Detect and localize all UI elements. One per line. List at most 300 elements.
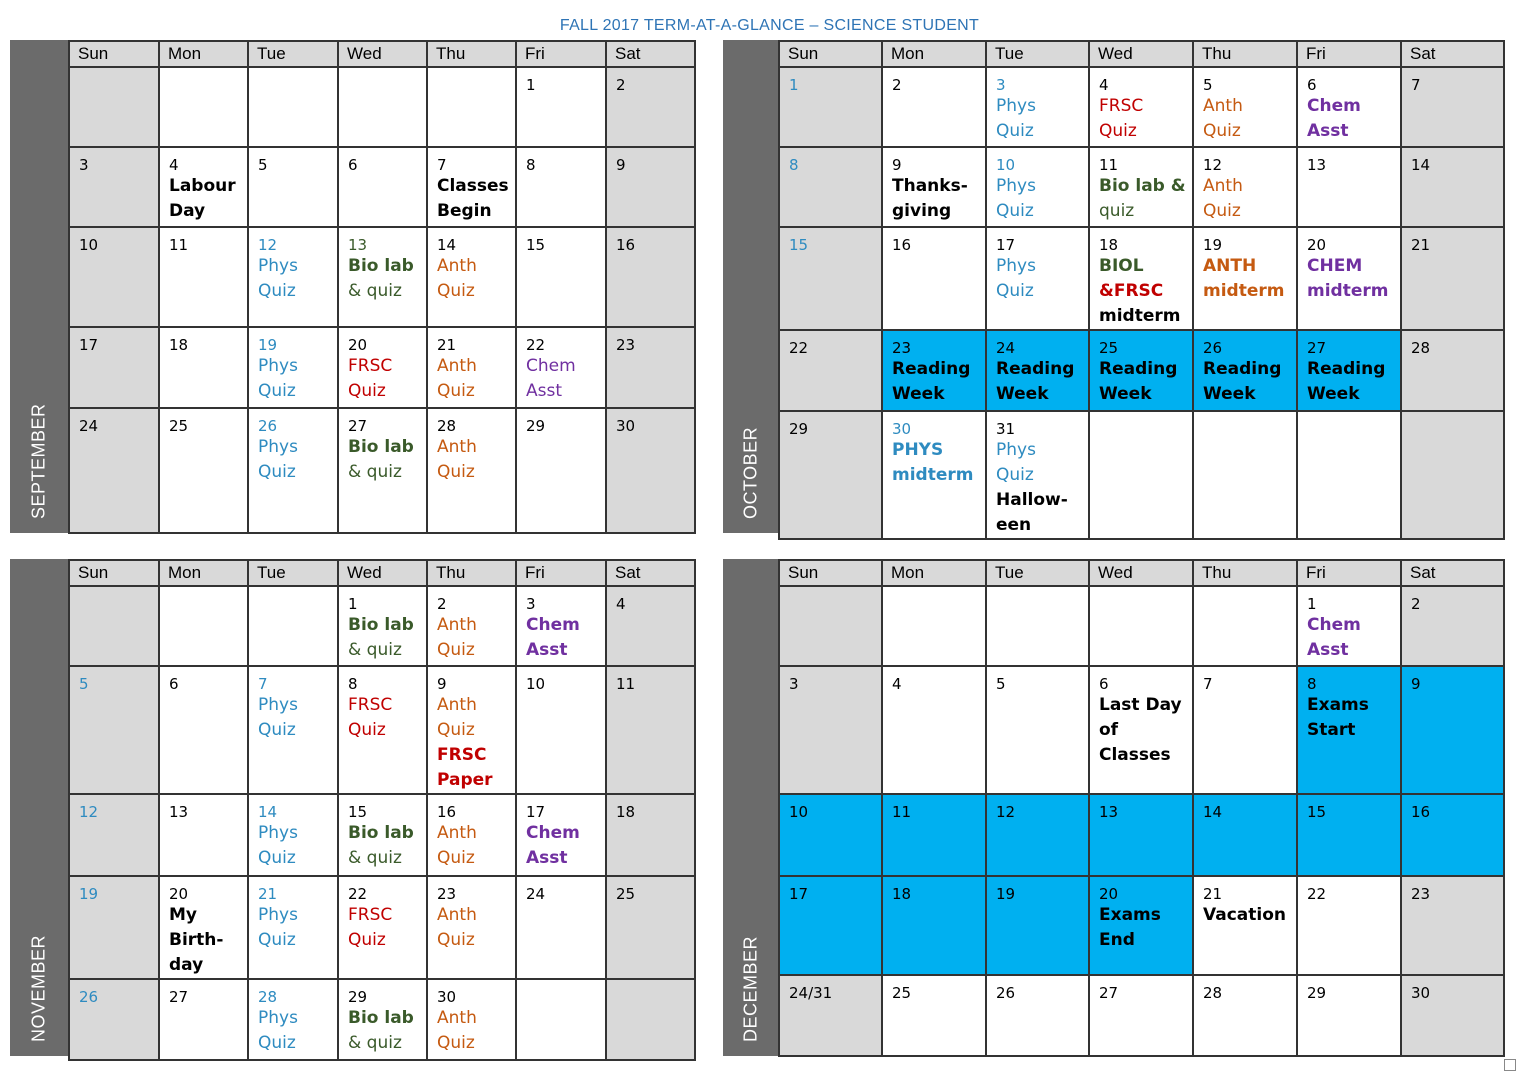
day-number: 2: [1411, 595, 1421, 613]
month-november: [10, 559, 694, 1056]
day-number: 16: [892, 236, 912, 254]
day-number: 26: [258, 417, 278, 435]
week-row: [779, 67, 1504, 147]
day-number: 20: [1307, 236, 1327, 254]
day-number: 7: [437, 156, 447, 174]
day-cell[interactable]: [779, 67, 882, 147]
day-cell[interactable]: [1089, 227, 1193, 330]
day-cell[interactable]: [248, 147, 338, 227]
day-cell[interactable]: [427, 408, 516, 533]
day-cell[interactable]: [1297, 67, 1401, 147]
weekday-header: Fri: [516, 560, 606, 586]
day-number: 2: [437, 595, 447, 613]
day-cell[interactable]: [606, 327, 695, 408]
day-cell[interactable]: [986, 975, 1089, 1056]
day-cell[interactable]: [248, 876, 338, 979]
day-number: 12: [79, 803, 99, 821]
day-cell[interactable]: [159, 586, 248, 666]
day-cell[interactable]: [427, 227, 516, 327]
event-text: Chem: [1307, 96, 1361, 116]
day-cell[interactable]: [1089, 586, 1193, 666]
weekday-header: Tue: [248, 41, 338, 67]
month-name: NOVEMBER: [28, 934, 49, 1042]
day-cell[interactable]: [159, 979, 248, 1060]
day-cell[interactable]: [248, 666, 338, 794]
day-cell[interactable]: [516, 666, 606, 794]
day-cell[interactable]: [69, 408, 159, 533]
day-number: 1: [526, 76, 536, 94]
day-cell[interactable]: [516, 67, 606, 147]
week-row: [779, 411, 1504, 539]
day-cell[interactable]: [69, 794, 159, 876]
day-cell[interactable]: [1401, 666, 1504, 794]
day-number: 26: [996, 984, 1016, 1002]
day-cell[interactable]: [1401, 67, 1504, 147]
day-number: 9: [616, 156, 626, 174]
day-number: 16: [1411, 803, 1431, 821]
weekday-header: Sat: [1401, 560, 1504, 586]
day-cell[interactable]: [159, 327, 248, 408]
day-number: 2: [892, 76, 902, 94]
day-number: 11: [616, 675, 636, 693]
day-cell[interactable]: [882, 330, 986, 411]
day-cell[interactable]: [427, 147, 516, 227]
event-text: Bio lab: [348, 1008, 414, 1028]
event-text: Quiz: [348, 720, 386, 740]
day-number: 17: [79, 336, 99, 354]
day-cell[interactable]: [606, 876, 695, 979]
day-cell[interactable]: [69, 227, 159, 327]
day-cell[interactable]: [427, 794, 516, 876]
event-text: midterm: [1099, 306, 1181, 326]
month-october: [723, 40, 1503, 533]
day-cell[interactable]: [1089, 794, 1193, 876]
weekday-header-row: [779, 41, 1504, 67]
day-cell[interactable]: [1089, 67, 1193, 147]
day-cell[interactable]: [338, 794, 427, 876]
event-text: Asst: [1307, 121, 1349, 141]
day-cell[interactable]: [1089, 975, 1193, 1056]
day-number: 21: [437, 336, 457, 354]
day-cell[interactable]: [159, 408, 248, 533]
day-number: 10: [79, 236, 99, 254]
day-cell[interactable]: [159, 794, 248, 876]
day-number: 21: [1411, 236, 1431, 254]
day-cell[interactable]: [882, 794, 986, 876]
day-cell[interactable]: [1089, 330, 1193, 411]
week-row: [69, 327, 695, 408]
event-text: Asst: [526, 381, 563, 401]
day-cell[interactable]: [986, 227, 1089, 330]
day-number: 24/31: [789, 984, 833, 1002]
day-cell[interactable]: [338, 586, 427, 666]
day-number: 7: [1203, 675, 1213, 693]
day-cell[interactable]: [516, 408, 606, 533]
day-cell[interactable]: [1297, 794, 1401, 876]
week-row: [69, 794, 695, 876]
day-cell[interactable]: [882, 666, 986, 794]
event-text: Phys: [258, 823, 298, 843]
event-text: quiz: [1099, 201, 1135, 221]
event-text: Quiz: [996, 465, 1034, 485]
day-number: 9: [437, 675, 447, 693]
weekday-header-row: [779, 560, 1504, 586]
weekday-header: Mon: [882, 41, 986, 67]
week-row: [779, 227, 1504, 330]
week-row: [69, 876, 695, 979]
day-cell[interactable]: [338, 979, 427, 1060]
day-cell[interactable]: [1401, 147, 1504, 227]
event-text: FRSC: [348, 695, 393, 715]
day-number: 14: [1411, 156, 1431, 174]
event-text: Anth: [437, 1008, 477, 1028]
day-number: 31: [996, 420, 1016, 438]
day-cell[interactable]: [516, 227, 606, 327]
day-cell[interactable]: [1401, 330, 1504, 411]
day-cell[interactable]: [882, 975, 986, 1056]
day-cell[interactable]: [882, 227, 986, 330]
day-cell[interactable]: [1297, 586, 1401, 666]
day-cell[interactable]: [1401, 227, 1504, 330]
day-number: 27: [1307, 339, 1327, 357]
day-cell[interactable]: [516, 327, 606, 408]
event-text: Quiz: [258, 1033, 296, 1053]
month-band: [10, 40, 68, 533]
day-cell[interactable]: [1297, 227, 1401, 330]
event-text: Anth: [437, 256, 477, 276]
day-number: 18: [1099, 236, 1119, 254]
day-number: 3: [789, 675, 799, 693]
event-text: &FRSC: [1099, 281, 1164, 301]
day-cell[interactable]: [427, 67, 516, 147]
day-cell[interactable]: [882, 67, 986, 147]
day-cell[interactable]: [427, 876, 516, 979]
weekday-header: Wed: [1089, 41, 1193, 67]
event-text: Week: [1203, 384, 1256, 404]
event-text: Chem: [526, 356, 576, 376]
event-text: Reading: [996, 359, 1075, 379]
day-cell[interactable]: [69, 666, 159, 794]
day-number: 13: [1099, 803, 1119, 821]
day-cell[interactable]: [779, 330, 882, 411]
day-cell[interactable]: [1089, 147, 1193, 227]
day-cell[interactable]: [1297, 147, 1401, 227]
day-cell[interactable]: [159, 67, 248, 147]
month-band: [723, 559, 778, 1056]
day-number: 30: [1411, 984, 1431, 1002]
day-cell[interactable]: [516, 979, 606, 1060]
day-cell[interactable]: [1401, 411, 1504, 539]
event-text: ANTH: [1203, 256, 1257, 276]
day-cell[interactable]: [986, 411, 1089, 539]
day-number: 23: [437, 885, 457, 903]
day-cell[interactable]: [159, 876, 248, 979]
day-number: 11: [892, 803, 912, 821]
event-text: midterm: [892, 465, 974, 485]
day-number: 16: [437, 803, 457, 821]
day-cell[interactable]: [606, 67, 695, 147]
day-number: 29: [789, 420, 809, 438]
day-cell[interactable]: [882, 411, 986, 539]
event-text: Quiz: [258, 462, 296, 482]
day-number: 30: [892, 420, 912, 438]
day-cell[interactable]: [1401, 794, 1504, 876]
day-cell[interactable]: [338, 147, 427, 227]
event-text: Anth: [437, 905, 477, 925]
day-cell[interactable]: [69, 979, 159, 1060]
day-cell[interactable]: [338, 227, 427, 327]
day-cell[interactable]: [1297, 975, 1401, 1056]
day-cell[interactable]: [338, 67, 427, 147]
day-cell[interactable]: [986, 794, 1089, 876]
day-cell[interactable]: [69, 876, 159, 979]
day-number: 19: [79, 885, 99, 903]
month-december: [723, 559, 1503, 1056]
day-cell[interactable]: [779, 666, 882, 794]
day-cell[interactable]: [986, 67, 1089, 147]
day-cell[interactable]: [1193, 411, 1297, 539]
event-text: Begin: [437, 201, 492, 221]
day-number: 4: [169, 156, 179, 174]
event-text: Birth-: [169, 930, 224, 950]
day-cell[interactable]: [516, 147, 606, 227]
week-row: [779, 876, 1504, 975]
day-number: 25: [616, 885, 636, 903]
event-text: Anth: [437, 695, 477, 715]
day-cell[interactable]: [606, 794, 695, 876]
event-text: Quiz: [437, 462, 475, 482]
day-cell[interactable]: [338, 666, 427, 794]
day-cell[interactable]: [1193, 67, 1297, 147]
event-text: Phys: [996, 256, 1036, 276]
day-cell[interactable]: [606, 227, 695, 327]
day-number: 8: [348, 675, 358, 693]
event-text: Phys: [996, 96, 1036, 116]
day-cell[interactable]: [1193, 794, 1297, 876]
event-text: Quiz: [348, 381, 386, 401]
day-cell[interactable]: [1193, 227, 1297, 330]
day-number: 9: [1411, 675, 1421, 693]
day-number: 8: [1307, 675, 1317, 693]
day-cell[interactable]: [606, 586, 695, 666]
event-text: Vacation: [1203, 905, 1286, 925]
day-cell[interactable]: [606, 147, 695, 227]
day-cell[interactable]: [248, 794, 338, 876]
day-number: 28: [437, 417, 457, 435]
day-number: 4: [1099, 76, 1109, 94]
event-text: een: [996, 515, 1032, 535]
event-text: giving: [892, 201, 952, 221]
month-band: [10, 559, 68, 1056]
day-cell[interactable]: [516, 794, 606, 876]
day-number: 7: [1411, 76, 1421, 94]
day-cell[interactable]: [1193, 666, 1297, 794]
day-cell[interactable]: [248, 979, 338, 1060]
day-cell[interactable]: [1089, 411, 1193, 539]
day-cell[interactable]: [986, 147, 1089, 227]
day-cell[interactable]: [779, 227, 882, 330]
month-september: [10, 40, 694, 533]
weekday-header: Thu: [427, 560, 516, 586]
day-cell[interactable]: [1401, 586, 1504, 666]
event-text: Reading: [1099, 359, 1178, 379]
day-cell[interactable]: [986, 330, 1089, 411]
event-text: FRSC: [437, 745, 487, 765]
event-text: Quiz: [258, 930, 296, 950]
day-number: 24: [996, 339, 1016, 357]
week-row: [69, 586, 695, 666]
event-text: Quiz: [258, 720, 296, 740]
day-cell[interactable]: [159, 666, 248, 794]
event-text: of: [1099, 720, 1119, 740]
week-row: [69, 227, 695, 327]
event-text: & quiz: [348, 848, 402, 868]
day-cell[interactable]: [248, 227, 338, 327]
calendar-grid: [68, 40, 696, 534]
day-cell[interactable]: [1297, 666, 1401, 794]
event-text: Start: [1307, 720, 1356, 740]
week-row: [779, 794, 1504, 876]
day-number: 25: [892, 984, 912, 1002]
day-number: 10: [996, 156, 1016, 174]
day-cell[interactable]: [248, 408, 338, 533]
day-cell[interactable]: [516, 586, 606, 666]
day-number: 22: [1307, 885, 1327, 903]
day-cell[interactable]: [248, 327, 338, 408]
day-cell[interactable]: [1193, 586, 1297, 666]
event-text: Quiz: [1099, 121, 1137, 141]
day-cell[interactable]: [1297, 876, 1401, 975]
day-cell[interactable]: [1089, 876, 1193, 975]
day-number: 30: [616, 417, 636, 435]
event-text: Phys: [258, 356, 298, 376]
day-cell[interactable]: [986, 876, 1089, 975]
day-cell[interactable]: [159, 147, 248, 227]
event-text: Chem: [1307, 615, 1361, 635]
day-cell[interactable]: [1401, 975, 1504, 1056]
day-cell[interactable]: [69, 327, 159, 408]
day-cell[interactable]: [1193, 975, 1297, 1056]
day-number: 27: [1099, 984, 1119, 1002]
day-number: 11: [169, 236, 189, 254]
day-cell[interactable]: [779, 411, 882, 539]
day-number: 27: [348, 417, 368, 435]
event-text: My: [169, 905, 197, 925]
day-cell[interactable]: [779, 586, 882, 666]
day-cell[interactable]: [1193, 147, 1297, 227]
event-text: Thanks-: [892, 176, 968, 196]
day-number: 17: [526, 803, 546, 821]
event-text: FRSC: [348, 905, 393, 925]
day-cell[interactable]: [1193, 876, 1297, 975]
day-cell[interactable]: [248, 67, 338, 147]
day-cell[interactable]: [779, 876, 882, 975]
day-cell[interactable]: [986, 586, 1089, 666]
day-cell[interactable]: [606, 979, 695, 1060]
event-text: Week: [1307, 384, 1360, 404]
day-cell[interactable]: [427, 666, 516, 794]
event-text: Anth: [1203, 96, 1243, 116]
event-text: Quiz: [258, 281, 296, 301]
weekday-header: Sat: [606, 560, 695, 586]
day-number: 23: [616, 336, 636, 354]
event-text: Classes: [437, 176, 509, 196]
day-number: 12: [258, 236, 278, 254]
event-text: FRSC: [1099, 96, 1144, 116]
resize-handle-icon[interactable]: [1504, 1059, 1516, 1071]
day-cell[interactable]: [1297, 330, 1401, 411]
day-cell[interactable]: [516, 876, 606, 979]
day-cell[interactable]: [882, 876, 986, 975]
day-cell[interactable]: [69, 147, 159, 227]
event-text: & quiz: [348, 640, 402, 660]
weekday-header: Thu: [1193, 560, 1297, 586]
weekday-header: Sun: [779, 41, 882, 67]
day-number: 13: [169, 803, 189, 821]
month-name: OCTOBER: [740, 426, 760, 519]
day-cell[interactable]: [882, 586, 986, 666]
event-text: midterm: [1203, 281, 1285, 301]
day-cell[interactable]: [779, 975, 882, 1056]
day-cell[interactable]: [1089, 666, 1193, 794]
day-cell[interactable]: [69, 586, 159, 666]
day-cell[interactable]: [338, 876, 427, 979]
event-text: Phys: [258, 256, 298, 276]
day-cell[interactable]: [338, 408, 427, 533]
day-cell[interactable]: [1193, 330, 1297, 411]
day-cell[interactable]: [1401, 876, 1504, 975]
day-cell[interactable]: [606, 408, 695, 533]
day-cell[interactable]: [1297, 411, 1401, 539]
day-cell[interactable]: [427, 327, 516, 408]
event-text: Chem: [526, 823, 580, 843]
day-cell[interactable]: [427, 586, 516, 666]
day-cell[interactable]: [248, 586, 338, 666]
event-text: Quiz: [437, 930, 475, 950]
event-text: Reading: [1203, 359, 1282, 379]
event-text: Quiz: [437, 281, 475, 301]
event-text: Quiz: [996, 201, 1034, 221]
day-number: 25: [169, 417, 189, 435]
day-cell[interactable]: [986, 666, 1089, 794]
event-text: FRSC: [348, 356, 393, 376]
day-cell[interactable]: [338, 327, 427, 408]
day-cell[interactable]: [159, 227, 248, 327]
month-name: SEPTEMBER: [28, 403, 49, 519]
day-number: 30: [437, 988, 457, 1006]
weekday-header: Thu: [1193, 41, 1297, 67]
day-cell[interactable]: [882, 147, 986, 227]
weekday-header: Fri: [1297, 560, 1401, 586]
day-cell[interactable]: [69, 67, 159, 147]
day-cell[interactable]: [779, 147, 882, 227]
day-cell[interactable]: [606, 666, 695, 794]
weekday-header: Tue: [248, 560, 338, 586]
day-number: 26: [1203, 339, 1223, 357]
event-text: Quiz: [1203, 121, 1241, 141]
event-text: Anth: [1203, 176, 1243, 196]
day-number: 3: [79, 156, 89, 174]
week-row: [69, 408, 695, 533]
day-cell[interactable]: [779, 794, 882, 876]
day-number: 25: [1099, 339, 1119, 357]
day-number: 12: [996, 803, 1016, 821]
day-cell[interactable]: [427, 979, 516, 1060]
weekday-header: Sun: [69, 560, 159, 586]
day-number: 21: [258, 885, 278, 903]
event-text: & quiz: [348, 281, 402, 301]
event-text: Quiz: [437, 640, 475, 660]
